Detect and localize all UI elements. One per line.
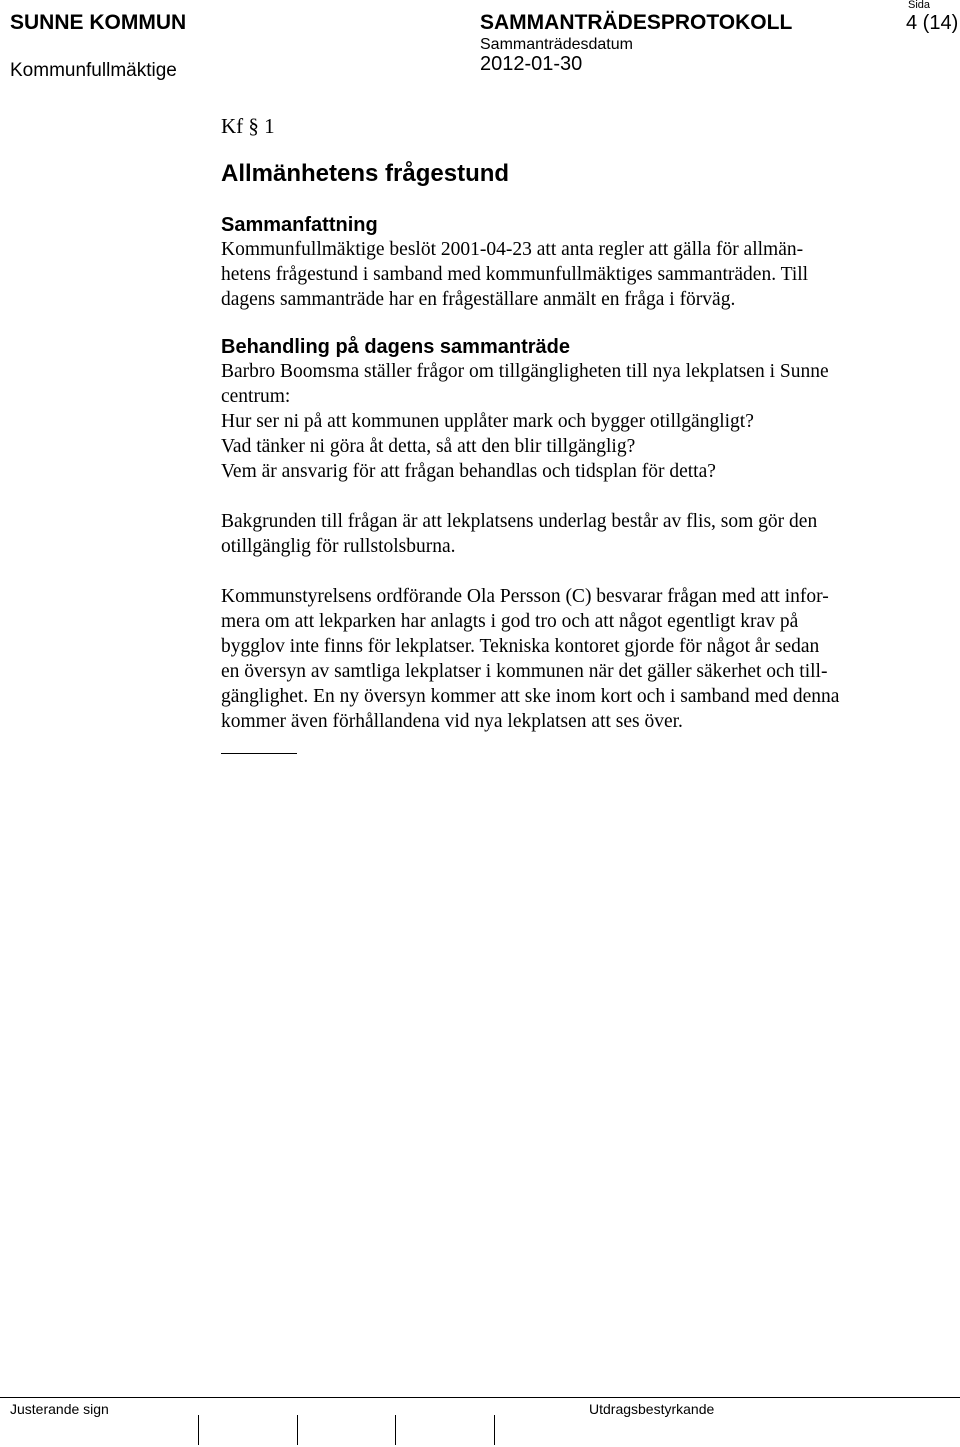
- signature-box-divider: [494, 1415, 495, 1445]
- background-line: otillgänglig för rullstolsburna.: [221, 536, 456, 557]
- summary-section: [221, 213, 808, 312]
- paragraph-reference: Kf § 1: [221, 114, 275, 138]
- answer-line: en översyn av samtliga lekplatser i kommunen när det gäller säkerhet och till-: [221, 661, 828, 682]
- answer-section: [221, 584, 839, 734]
- treatment-line: centrum:: [221, 386, 291, 407]
- background-section: [221, 509, 817, 559]
- answer-line: bygglov inte finns för lekplatser. Tekniska kontoret gjorde för något år sedan: [221, 636, 820, 657]
- summary-line: hetens frågestund i samband med kommunfullmäktiges sammanträden. Till: [221, 264, 809, 285]
- background-line: Bakgrunden till frågan är att lekplatsens underlag består av flis, som gör den: [221, 511, 818, 532]
- treatment-heading: Behandling på dagens sammanträde: [221, 336, 570, 358]
- page-number: 4 (14): [906, 12, 959, 34]
- signature-label: Justerande sign: [10, 1401, 109, 1417]
- answer-line: mera om att lekparken har anlagts i god tro och att något egentligt krav på: [221, 611, 799, 632]
- signature-box-divider: [198, 1415, 199, 1445]
- page-footer: [0, 1397, 960, 1447]
- summary-heading: Sammanfattning: [221, 214, 378, 236]
- treatment-line: Vem är ansvarig för att frågan behandlas och tidsplan för detta?: [221, 461, 716, 482]
- footer-divider: [0, 1397, 960, 1398]
- page-label: Sida: [908, 0, 931, 11]
- treatment-line: Barbro Boomsma ställer frågor om tillgängligheten till nya lekplatsen i Sunne: [221, 361, 829, 382]
- section-end-rule: [221, 753, 297, 754]
- page-title: Allmänhetens frågestund: [221, 160, 510, 187]
- treatment-line: Hur ser ni på att kommunen upplåter mark och bygger otillgängligt?: [221, 411, 754, 432]
- summary-line: dagens sammanträde har en frågeställare anmält en fråga i förväg.: [221, 289, 736, 310]
- extract-certification-label: Utdragsbestyrkande: [589, 1401, 715, 1417]
- date-value: 2012-01-30: [480, 53, 583, 75]
- organization-name: SUNNE KOMMUN: [10, 11, 187, 34]
- treatment-line: Vad tänker ni göra åt detta, så att den blir tillgänglig?: [221, 436, 636, 457]
- summary-line: Kommunfullmäktige beslöt 2001-04-23 att anta regler att gälla för allmän-: [221, 239, 804, 260]
- signature-box-divider: [395, 1415, 396, 1445]
- body-name: Kommunfullmäktige: [10, 60, 177, 81]
- answer-line: gänglighet. En ny översyn kommer att ske inom kort och i samband med denna: [221, 686, 840, 707]
- document-type: SAMMANTRÄDESPROTOKOLL: [480, 11, 793, 34]
- date-label: Sammanträdesdatum: [480, 36, 633, 53]
- answer-line: kommer även förhållandena vid nya lekplatsen att ses över.: [221, 711, 683, 732]
- answer-line: Kommunstyrelsens ordförande Ola Persson (C) besvarar frågan med att infor-: [221, 586, 829, 607]
- treatment-section: [221, 335, 829, 484]
- signature-box-divider: [297, 1415, 298, 1445]
